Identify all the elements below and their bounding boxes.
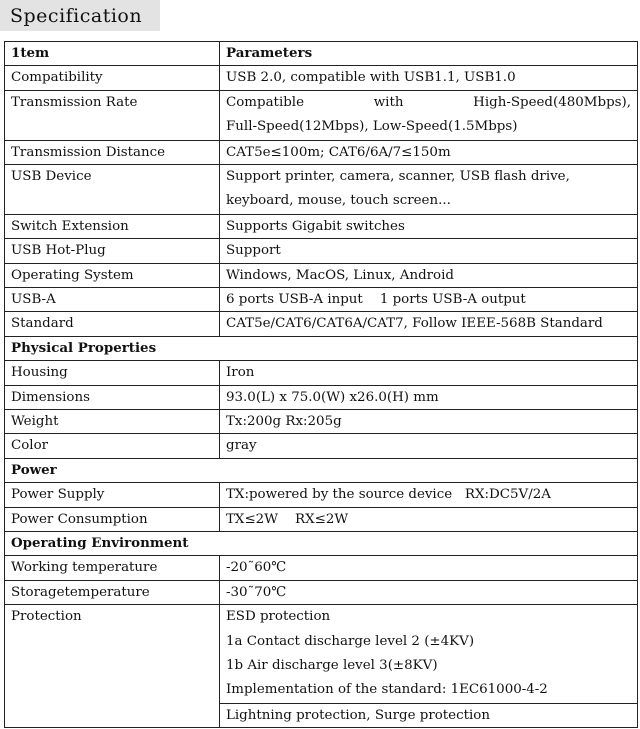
section-heading-environment: Operating Environment [5, 532, 638, 556]
table-header-row [5, 42, 638, 66]
row-value: Iron [220, 361, 638, 385]
row-value [220, 165, 638, 215]
value-line: 1a Contact discharge level 2 (±4KV) [226, 633, 475, 649]
row-label: Color [5, 434, 220, 458]
row-label: USB Device [5, 165, 220, 215]
table-row [5, 556, 638, 580]
table-row [5, 434, 638, 458]
row-value [220, 605, 638, 704]
table-row [5, 239, 638, 263]
row-value: Support [220, 239, 638, 263]
row-value: Lightning protection, Surge protection [220, 703, 638, 727]
table-row [5, 263, 638, 287]
row-value: 93.0(L) x 75.0(W) x26.0(H) mm [220, 385, 638, 409]
table-row [5, 90, 638, 140]
row-label: USB-A [5, 288, 220, 312]
table-row [5, 312, 638, 336]
row-value: -20˜60℃ [220, 556, 638, 580]
row-label: Switch Extension [5, 214, 220, 238]
row-label: Standard [5, 312, 220, 336]
value-line: 1b Air discharge level 3(±8KV) [226, 658, 438, 674]
section-heading-power: Power [5, 458, 638, 482]
table-row [5, 140, 638, 164]
row-label: Housing [5, 361, 220, 385]
row-value: CAT5e≤100m; CAT6/6A/7≤150m [220, 140, 638, 164]
specification-table [4, 41, 638, 728]
row-value: Windows, MacOS, Linux, Android [220, 263, 638, 287]
row-value: USB 2.0, compatible with USB1.1, USB1.0 [220, 66, 638, 90]
row-label: Protection [5, 605, 220, 728]
value-line: Compatible with High-Speed(480Mbps), [226, 94, 631, 110]
row-label: Power Consumption [5, 507, 220, 531]
row-value [220, 90, 638, 140]
row-value: Supports Gigabit switches [220, 214, 638, 238]
table-row [5, 605, 638, 704]
row-value: TX:powered by the source device RX:DC5V/2A [220, 483, 638, 507]
row-value: Tx:200g Rx:205g [220, 410, 638, 434]
table-row [5, 580, 638, 604]
table-row [5, 361, 638, 385]
table-row [5, 288, 638, 312]
table-row [5, 483, 638, 507]
row-label: Working temperature [5, 556, 220, 580]
section-heading-physical: Physical Properties [5, 336, 638, 360]
value-line: Support printer, camera, scanner, USB flash drive, [226, 169, 570, 184]
section-row [5, 532, 638, 556]
value-line: Full-Speed(12Mbps), Low-Speed(1.5Mbps) [226, 119, 518, 135]
row-label: USB Hot-Plug [5, 239, 220, 263]
row-label: Storagetemperature [5, 580, 220, 604]
table-row [5, 214, 638, 238]
row-label: Transmission Distance [5, 140, 220, 164]
table-row [5, 66, 638, 90]
row-label: Operating System [5, 263, 220, 287]
section-row [5, 336, 638, 360]
item-column-header: 1tem [5, 42, 220, 66]
row-label: Transmission Rate [5, 90, 220, 140]
page-title: Specification [0, 0, 160, 31]
row-value: -30˜70℃ [220, 580, 638, 604]
row-label: Dimensions [5, 385, 220, 409]
row-label: Power Supply [5, 483, 220, 507]
parameters-column-header: Parameters [220, 42, 638, 66]
value-line: ESD protection [226, 609, 331, 625]
value-line: keyboard, mouse, touch screen... [226, 193, 451, 209]
row-value: 6 ports USB-A input 1 ports USB-A output [220, 288, 638, 312]
table-row [5, 165, 638, 215]
row-value: TX≤2W RX≤2W [220, 507, 638, 531]
table-row [5, 385, 638, 409]
table-row [5, 507, 638, 531]
section-row [5, 458, 638, 482]
value-line: Implementation of the standard: 1EC61000-4-2 [226, 682, 548, 698]
row-label: Weight [5, 410, 220, 434]
table-row [5, 410, 638, 434]
row-value: CAT5e/CAT6/CAT6A/CAT7, Follow IEEE-568B Standard [220, 312, 638, 336]
row-label: Compatibility [5, 66, 220, 90]
row-value: gray [220, 434, 638, 458]
